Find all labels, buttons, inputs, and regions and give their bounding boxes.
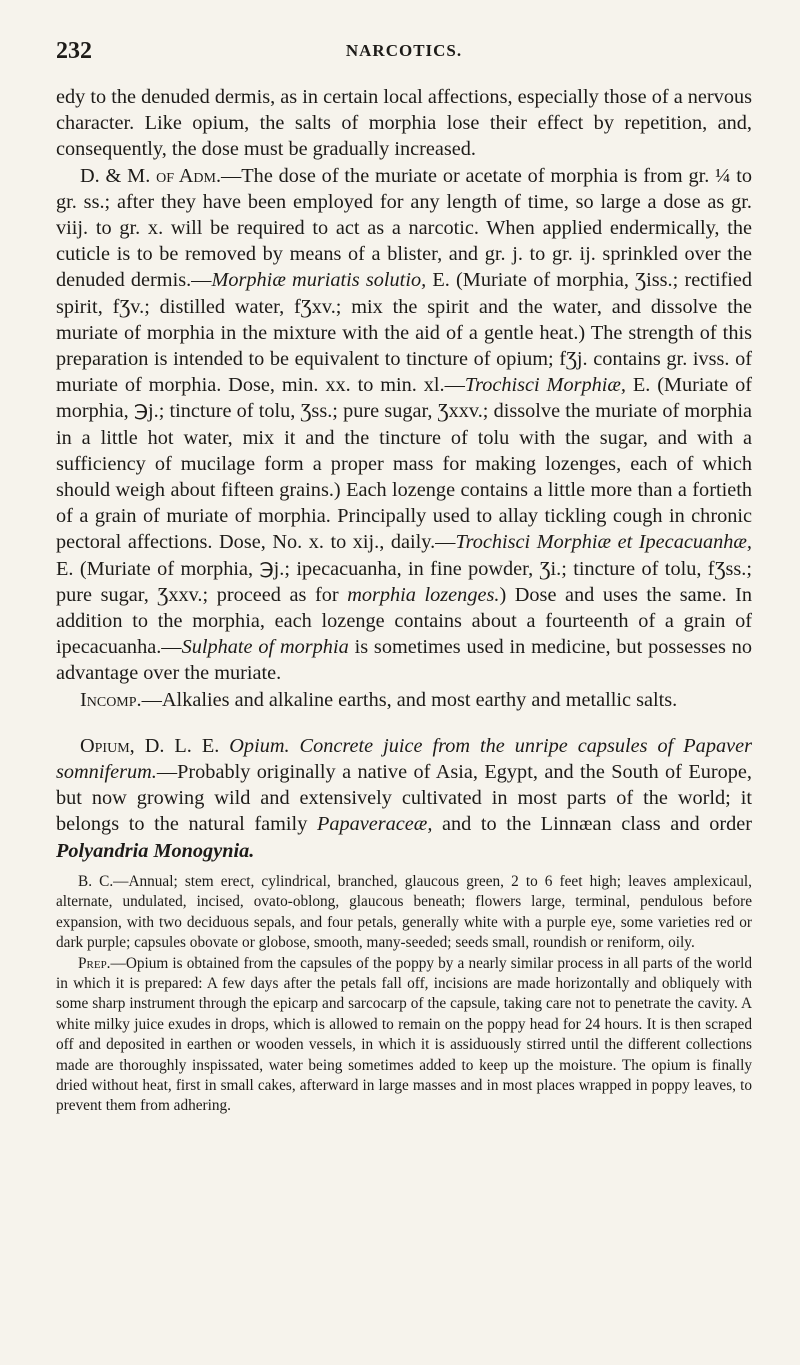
paragraph-text: —Opium is obtained from the capsules of the poppy by a nearly similar process in all parts of the world in which it is prepared: A few days after the petals fall off, incisions are made horizontally and obliquely with some sharp instrument through the epicarp and sarcocarp of the capsule, taking care not to penetrate the cavity. A white milky juice exudes in drops, which is allowed to remain on the poppy head for 24 hours. It is then scraped off and deposited in earthen or wooden vessels, in which it is assiduously stirred until the different collections made are thoroughly inspissated, water being sometimes added to keep up the moisture. The opium is finally dried without heat, first in small cakes, afterward in large masses and in most places wrapped in poppy leaves, to prevent them from adhering. [56,954,752,1115]
paragraph-text: E. (Muriate of morphia, ℈j.; ipecacuanha, in fine powder, Ʒi.; tincture of tolu, fƷss.; pure sugar, Ʒxxv.; proceed as for [56,557,752,606]
paragraph-text: and to the Linnæan class and order [432,813,752,836]
section-lead: D. & M. of Adm. [80,164,222,187]
paragraph-text: —The dose of the muriate or acetate of morphia is from gr. ¼ to gr. ss.; after they have been employed for any length of time, so large a dose as gr. viij. to gr. x. will be required to act as a narcotic. When applied endermically, the cuticle is to be removed by means of a blister, and gr. j. to gr. ij. sprinkled over the denuded dermis.— [56,164,752,292]
paragraph-text: E. (Muriate of morphia, ℈j.; tincture of tolu, Ʒss.; pure sugar, Ʒxxv.; dissolve the muriate of morphia in a little hot water, mix it and the tincture of tolu with the sugar, and with a sufficiency of mucilage form a proper mass for making lozenges, each of which should weigh about fifteen grains.) Each lozenge contains a little more than a fortieth of a grain of muriate of morphia. Principally used to allay tickling cough in chronic pectoral affections. Dose, No. x. to xij., daily.— [56,374,752,554]
paragraph-dose-and-administration [56,163,752,687]
main-text [56,84,752,864]
preparation-note [56,954,752,1117]
paragraph-text: —Probably originally a native of Asia, Egypt, and the South of Europe, but now growing wild and extensively cultivated in most parts of the world; it belongs to the natural family [56,761,752,836]
preparation-name: Trochisci Morphiæ, [464,374,626,397]
section-lead: Incomp. [80,688,142,711]
paragraph-continuation: edy to the denuded dermis, as in certain local affections, especially those of a nervous character. Like opium, the salts of morphia lose their effect by repetition, and, consequently, the dose must be gradually increased. [56,86,752,161]
preparation-name: Trochisci Morphiæ et Ipecacuanhæ, [455,531,752,554]
paragraph-text: is sometimes used in medicine, but possesses no advantage over the muriate. [56,636,752,685]
preparation-name: Sulphate of morphia [181,636,349,659]
page-header [56,38,752,84]
small-print-notes [56,872,752,1117]
running-title: NARCOTICS. [345,41,463,60]
preparation-name: morphia lozenges. [347,583,500,606]
paragraph-incompatibles [56,687,752,713]
paragraph-text: ) Dose and uses the same. In addition to the morphia, each lozenge contains about a fourteenth of a grain of ipecacuanha.— [56,583,752,659]
botanical-characters-note: B. C.—Annual; stem erect, cylindrical, branched, glaucous green, 2 to 6 feet high; leaves amplexicaul, alternate, undulated, incised, ovato-oblong, glaucous beneath; flowers large, terminal, pendulous before expansion, with two deciduous sepals, and four petals, generally white with a purple eye, some varieties red or dark purple; capsules obovate or globose, smooth, many-seeded; seeds small, roundish or reniform, oily. [56,872,752,952]
paragraph-text: E. (Muriate of morphia, Ʒiss.; rectified spirit, fƷv.; distilled water, fƷxv.; mix the spirit and the water, and dissolve the muriate of morphia in the mixture with the aid of a gentle heat.) The strength of this preparation is intended to be equivalent to tincture of opium; fƷj. contains gr. ivss. of muriate of morphia. Dose, min. xx. to min. xl.— [56,269,752,397]
class-order-name: Polyandria Monogynia. [56,839,255,862]
entry-title: Opium, [80,734,135,757]
section-lead: Prep. [78,954,111,972]
preparation-name: Morphiæ muriatis solutio, [211,269,427,292]
paragraph-text: —Alkalies and alkaline earths, and most earthy and metallic salts. [141,688,678,711]
family-name: Papaveraceæ, [316,813,433,836]
paragraph-opium [56,733,752,864]
entry-definition: Opium. Concrete juice from the unripe capsules of Papaver somniferum. [56,734,752,784]
paragraph-text: D. L. E. [134,734,230,757]
page-number: 232 [56,38,92,64]
